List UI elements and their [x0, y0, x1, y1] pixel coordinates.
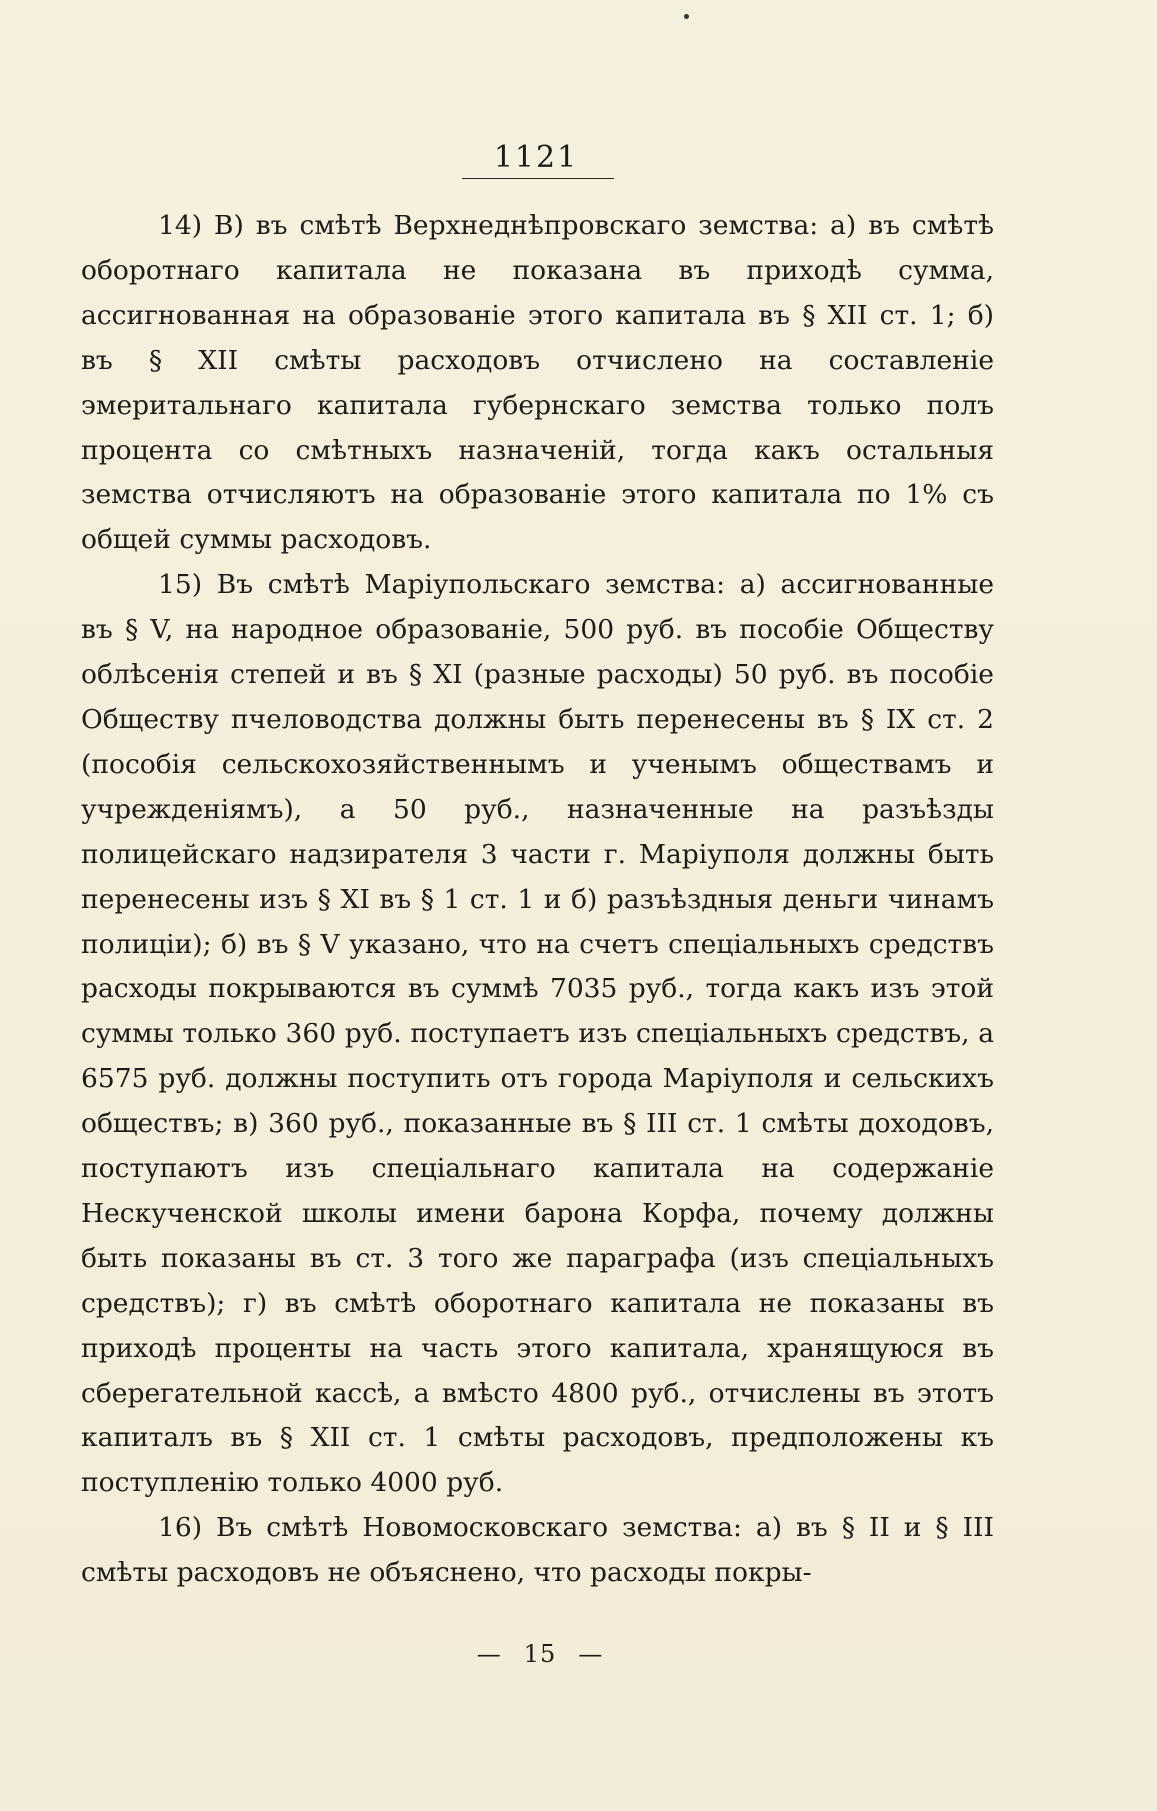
sheet-number: 15: [523, 1640, 557, 1668]
page-number-rule: [462, 178, 614, 179]
paragraph-16: 16) Въ смѣтѣ Новомосковскаго земства: а) въ § II и § III смѣты расходовъ не объяснено, что расходы покры-: [81, 1512, 994, 1589]
paragraph-14: 14) В) въ смѣтѣ Верхнеднѣпровскаго земства: а) въ смѣтѣ оборотнаго капитала не показана въ приходѣ сумма, ассигнованная на образованіе этого капитала въ § XII ст. 1; б) въ § XII смѣты расходовъ отчислено на составленіе эмеритальнаго капитала губернскаго земства только полъ процента со смѣтныхъ назначеній, тогда какъ остальныя земства отчисляютъ на образованіе этого капитала по 1% съ общей суммы расходовъ.: [81, 210, 994, 556]
footer-dash-left: —: [476, 1640, 502, 1668]
ink-speck: [684, 14, 689, 19]
paragraph-15: 15) Въ смѣтѣ Маріупольскаго земства: а) ассигнованные въ § V, на народное образованіе, 500 руб. въ пособіе Обществу облѣсенія степей и въ § XI (разные расходы) 50 руб. въ пособіе Обществу пчеловодства должны быть перенесены въ § IX ст. 2 (пособія сельскохозяйственнымъ и ученымъ обществамъ и учрежденіямъ), а 50 руб., назначенные на разъѣзды полицейскаго надзирателя 3 части г. Маріуполя должны быть перенесены изъ § XI въ § 1 ст. 1 и б) разъѣздныя деньги чинамъ полиціи); б) въ § V указано, что на счетъ спеціальныхъ средствъ расходы покрываются въ суммѣ 7035 руб., тогда какъ изъ этой суммы только 360 руб. поступаетъ изъ спеціальныхъ средствъ, а 6575 руб. должны поступить отъ города Маріуполя и сельскихъ обществъ; в) 360 руб., показанные въ § III ст. 1 смѣты доходовъ, поступаютъ изъ спеціальнаго капитала на содержаніе Нескученской школы имени барона Корфа, почему должны быть показаны въ ст. 3 того же параграфа (изъ спеціальныхъ средствъ); г) въ смѣтѣ оборотнаго капитала не показаны въ приходѣ проценты на часть этого капитала, хранящуюся въ сберегательной кассѣ, а вмѣсто 4800 руб., отчислены въ этотъ капиталъ въ § XII ст. 1 смѣты расходовъ, предположены къ поступленію только 4000 руб.: [81, 569, 994, 1499]
text-body: [81, 204, 994, 1596]
page-footer: [440, 1632, 640, 1676]
page-number: 1121: [493, 140, 579, 175]
footer-dash-right: —: [578, 1640, 604, 1668]
